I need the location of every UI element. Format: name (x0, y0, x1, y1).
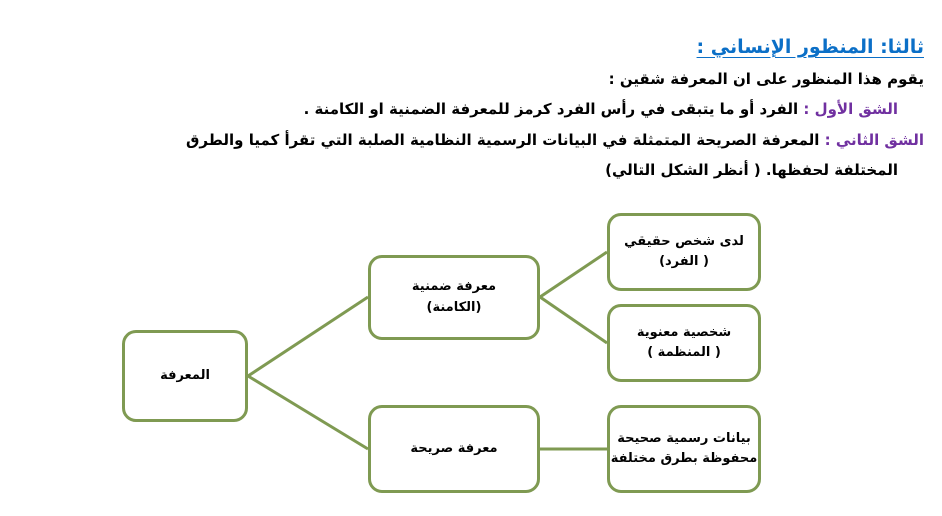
tacit-sublabel: (الكامنة) (426, 299, 482, 315)
person-node (607, 213, 761, 291)
root-label: المعرفة (160, 367, 210, 383)
root-node (122, 330, 248, 422)
intro-text: يقوم هذا المنظور على ان المعرفة شقين : (608, 70, 924, 88)
person-label: لدى شخص حقيقي (624, 233, 744, 249)
part-two-label: الشق الثاني : (824, 131, 924, 149)
connector-root-explicit (248, 376, 368, 449)
connector-tacit-legal (540, 297, 607, 343)
data-sublabel: محفوظة بطرق مختلفة (610, 451, 758, 466)
part-one-label: الشق الأول : (803, 100, 898, 118)
part-two-continuation: المختلفة لحفظها. ( أنظر الشكل التالي) (605, 161, 898, 179)
person-sublabel: ( الفرد) (659, 254, 709, 269)
part-two-text: المعرفة الصريحة المتمثلة في البيانات الرسمية النظامية الصلبة التي تقرأ كميا والطرق (186, 131, 820, 149)
data-label: بيانات رسمية صحيحة (617, 430, 751, 446)
legal-entity-node (607, 304, 761, 382)
tacit-label: معرفة ضمنية (411, 279, 497, 295)
part-one-text: الفرد أو ما يتبقى في رأس الفرد كرمز للمعرفة الضمنية او الكامنة . (303, 100, 799, 118)
connector-tacit-person (540, 252, 607, 297)
tacit-knowledge-node (368, 255, 540, 340)
section-heading: ثالثا: المنظور الإنساني : (696, 36, 924, 58)
connector-root-tacit (248, 297, 368, 376)
explicit-label: معرفة صريحة (410, 440, 498, 456)
formal-data-node (607, 405, 761, 493)
legal-label: شخصية معنوية (636, 324, 732, 340)
legal-sublabel: ( المنظمة ) (647, 345, 721, 360)
explicit-knowledge-node (368, 405, 540, 493)
